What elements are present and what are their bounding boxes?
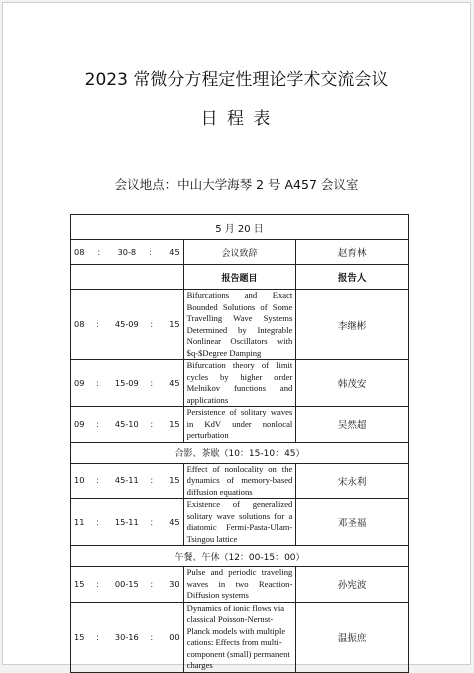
speaker-cell: 吴然超 [296, 407, 409, 443]
time-cell: 10：45-11：15 [71, 463, 184, 499]
talk-title: Bifurcation theory of limit cycles by higher order Melnikov functions and applications [183, 360, 296, 407]
time-cell: 09：45-10：15 [71, 407, 184, 443]
venue-line: 会议地点：中山大学海琴 2 号 A457 会议室 [114, 177, 359, 192]
talk-title: Effect of nonlocality on the dynamics of memory-based diffusion equations [183, 463, 296, 499]
day-row [71, 215, 409, 240]
time-cell: 08：45-09：15 [71, 290, 184, 360]
talk-title: Existence of generalized solitary wave solutions for a diatomic Fermi-Pasta-Ulam-Tsingou lattice [183, 499, 296, 546]
time-cell: 09：15-09：45 [71, 360, 184, 407]
time-cell: 15：00-15：30 [71, 567, 184, 603]
talk-row [71, 567, 409, 603]
day-label: 5 月 20 日 [71, 215, 409, 240]
opening-row [71, 240, 409, 265]
time-cell: 15：30-16：00 [71, 602, 184, 672]
talk-title: Bifurcations and Exact Bounded Solutions of Some Travelling Wave Systems Determined by Integrable Nonlinear Oscillators with $q-$Degree Damping [183, 290, 296, 360]
talk-title: Pulse and periodic traveling waves in two Reaction-Diffusion systems [183, 567, 296, 603]
column-header-row [71, 265, 409, 290]
talk-row [71, 360, 409, 407]
speaker-cell: 李继彬 [296, 290, 409, 360]
speaker-cell: 宋永利 [296, 463, 409, 499]
speaker-cell: 邓圣福 [296, 499, 409, 546]
speaker-cell: 赵育林 [296, 240, 409, 265]
blank-header-cell [71, 265, 184, 290]
speaker-cell: 韩茂安 [296, 360, 409, 407]
talk-row [71, 499, 409, 546]
opening-item: 会议致辞 [183, 240, 296, 265]
tea-break-label: 合影、茶歇（10：15-10：45） [71, 442, 409, 463]
break-row [71, 546, 409, 567]
talk-row [71, 407, 409, 443]
talk-title-header: 报告题目 [183, 265, 296, 290]
talk-title: Dynamics of ionic flows via classical Poisson-Nernst-Planck models with multiple cations: Effects from multi-component (small) permanent charges [183, 602, 296, 672]
talk-row [71, 602, 409, 672]
lunch-break-label: 午餐、午休（12：00-15：00） [71, 546, 409, 567]
conference-title: 2023 常微分方程定性理论学术交流会议 [84, 70, 389, 90]
talk-row [71, 463, 409, 499]
schedule-heading: 日 程 表 [200, 109, 273, 129]
time-cell: 11：15-11：45 [71, 499, 184, 546]
speaker-cell: 孙宪波 [296, 567, 409, 603]
talk-title: Persistence of solitary waves in KdV under nonlocal perturbation [183, 407, 296, 443]
speaker-cell: 温振庶 [296, 602, 409, 672]
schedule-table [70, 214, 409, 673]
time-cell: 08：30-8：45 [71, 240, 184, 265]
speaker-header: 报告人 [296, 265, 409, 290]
break-row [71, 442, 409, 463]
talk-row [71, 290, 409, 360]
